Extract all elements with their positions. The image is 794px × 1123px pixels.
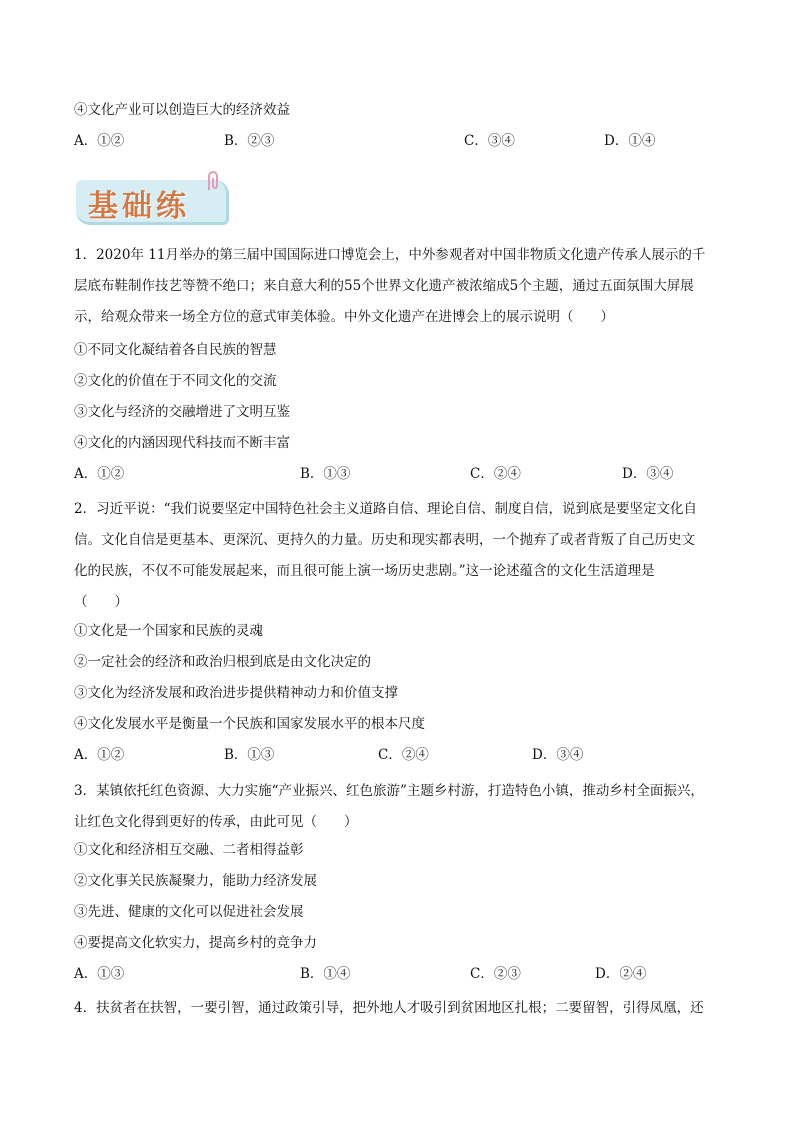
question-3-item-2: ②文化事关民族凝聚力，能助力经济发展 [74, 873, 317, 889]
question-3-item-4: ④要提高文化软实力，提高乡村的竞争力 [74, 935, 317, 951]
question-3-item-1: ①文化和经济相互交融、二者相得益彰 [74, 842, 304, 858]
question-2-option-a[interactable]: A．①② [74, 747, 125, 763]
question-1-option-d[interactable]: D．③④ [622, 466, 674, 482]
question-2-options [74, 745, 714, 765]
question-2-line: 2．习近平说：“我们说要坚定中国特色社会主义道路自信、理论自信、制度自信，说到底是要坚定文化自 [74, 501, 697, 517]
question-3-option-c[interactable]: C．②③ [470, 966, 521, 982]
prev-option-d[interactable]: D．①④ [604, 133, 656, 149]
question-3-line: 让红色文化得到更好的传承，由此可见（ ） [74, 814, 358, 830]
question-1-item-4: ④文化的内涵因现代科技而不断丰富 [74, 435, 290, 451]
question-3-item-3: ③先进、健康的文化可以促进社会发展 [74, 904, 304, 920]
question-3-stem [74, 776, 724, 838]
question-3-option-a[interactable]: A．①③ [74, 966, 125, 982]
question-1-option-a[interactable]: A．①② [74, 466, 125, 482]
question-1-item-1: ①不同文化凝结着各自民族的智慧 [74, 342, 277, 358]
question-3-line: 3．某镇依托红色资源、大力实施“产业振兴、红色旅游”主题乡村游，打造特色小镇，推动乡村全面振兴， [74, 783, 704, 799]
question-3-options [74, 964, 714, 984]
section-banner [72, 168, 232, 228]
prev-option-a[interactable]: A．①② [74, 133, 125, 149]
prev-option-b[interactable]: B．②③ [224, 133, 275, 149]
prev-item-4: ④文化产业可以创造巨大的经济效益 [74, 102, 290, 118]
question-1-option-b[interactable]: B．①③ [300, 466, 351, 482]
question-2-line: 信。文化自信是更基本、更深沉、更持久的力量。历史和现实都表明，一个抛弃了或者背叛了自己历史文 [74, 532, 695, 548]
question-2-line: 化的民族，不仅不可能发展起来，而且很可能上演一场历史悲剧。”这一论述蕴含的文化生活道理是 [74, 563, 655, 579]
question-2-stem [74, 494, 724, 618]
paperclip-icon [204, 170, 222, 192]
question-1-stem [74, 240, 724, 333]
question-2-option-c[interactable]: C．②④ [378, 747, 429, 763]
question-4-line: 4．扶贫者在扶智，一要引智，通过政策引导，把外地人才吸引到贫困地区扎根；二要留智，引得凤凰，还 [74, 1000, 704, 1016]
section-title: 基础练 [88, 189, 190, 224]
question-3-option-d[interactable]: D．②④ [595, 966, 647, 982]
prev-option-c[interactable]: C．③④ [464, 133, 515, 149]
question-2-option-b[interactable]: B．①③ [224, 747, 275, 763]
question-1-item-3: ③文化与经济的交融增进了文明互鉴 [74, 404, 290, 420]
question-1-line: 示，给观众带来一场全方位的意式审美体验。中外文化遗产在进博会上的展示说明（ ） [74, 309, 614, 325]
question-4-stem [74, 993, 724, 1024]
prev-options [74, 131, 714, 151]
question-1-line: 层底布鞋制作技艺等赞不绝口；来自意大利的55个世界文化遗产被浓缩成5个主题，通过五面氛围大屏展 [74, 278, 694, 294]
question-2-option-d[interactable]: D．③④ [532, 747, 584, 763]
question-1-options [74, 464, 714, 484]
question-1-line: 1．2020年 11月举办的第三届中国国际进口博览会上，中外参观者对中国非物质文化遗产传承人展示的千 [74, 247, 706, 263]
question-2-item-4: ④文化发展水平是衡量一个民族和国家发展水平的根本尺度 [74, 716, 425, 732]
question-2-item-3: ③文化为经济发展和政治进步提供精神动力和价值支撑 [74, 685, 398, 701]
question-1-option-c[interactable]: C．②④ [470, 466, 521, 482]
question-3-option-b[interactable]: B．①④ [300, 966, 351, 982]
question-1-item-2: ②文化的价值在于不同文化的交流 [74, 373, 277, 389]
question-2-item-2: ②一定社会的经济和政治归根到底是由文化决定的 [74, 654, 371, 670]
question-2-item-1: ①文化是一个国家和民族的灵魂 [74, 623, 263, 639]
question-2-line: （ ） [74, 594, 128, 610]
